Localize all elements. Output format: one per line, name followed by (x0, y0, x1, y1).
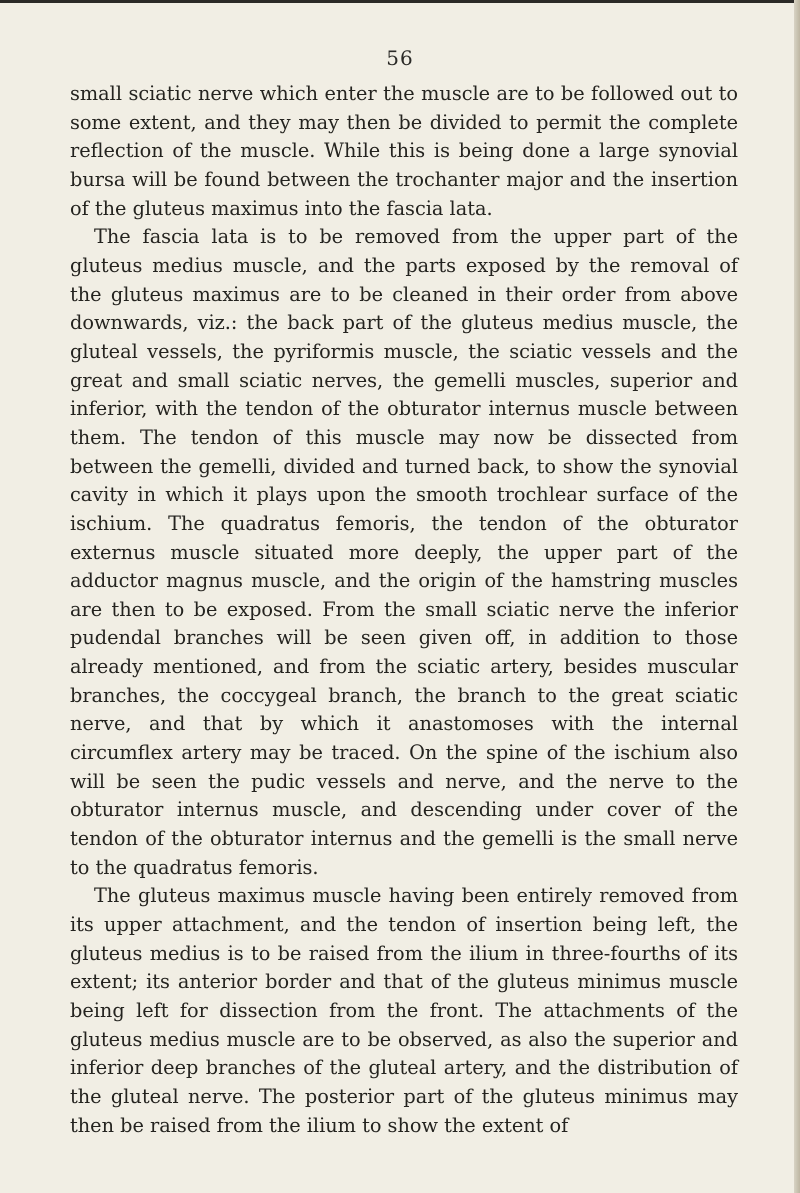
body-text (70, 80, 738, 1140)
top-edge-rule (0, 0, 800, 3)
page-number: 56 (386, 46, 414, 70)
paragraph-continuation: small sciatic nerve which enter the muscle are to be followed out to some extent, and they may then be divided to permit the complete reflection of the muscle. While this is being done a large synovial bursa will be found between the trochanter major and the insertion of the gluteus maximus into the fascia lata. (70, 82, 738, 220)
paragraph-fascia-lata: The fascia lata is to be removed from the upper part of the gluteus medius muscle, and the parts exposed by the removal of the gluteus maximus are to be cleaned in their order from above downwards, viz.: the back part of the gluteus medius muscle, the gluteal vessels, the pyriformis muscle, the sciatic vessels and the great and small sciatic nerves, the gemelli muscles, superior and inferior, with the tendon of the obturator internus muscle between them. The tendon of this muscle may now be dissected from between the gemelli, divided and turned back, to show the synovial cavity in which it plays upon the smooth trochlear surface of the ischium. The quadratus femoris, the tendon of the obturator externus muscle situated more deeply, the upper part of the adductor magnus muscle, and the origin of the hamstring muscles are then to be exposed. From the small sciatic nerve the inferior pudendal branches will be seen given off, in addition to those already mentioned, and from the sciatic artery, besides muscular branches, the coccygeal branch, the branch to the great sciatic nerve, and that by which it anastomoses with the internal circumflex artery may be traced. On the spine of the ischium also will be seen the pudic vessels and nerve, and the nerve to the obturator internus muscle, and descending under cover of the tendon of the obturator internus and the gemelli is the small nerve to the quadratus femoris. (70, 225, 738, 879)
paragraph-gluteus-maximus: The gluteus maximus muscle having been entirely removed from its upper attachment, and the tendon of insertion being left, the gluteus medius is to be raised from the ilium in three-fourths of its extent; its anterior border and that of the gluteus minimus muscle being left for dissection from the front. The attachments of the gluteus medius muscle are to be observed, as also the superior and inferior deep branches of the gluteal artery, and the distribution of the gluteal nerve. The posterior part of the gluteus minimus may then be raised from the ilium to show the extent of (70, 884, 738, 1137)
page-right-edge (794, 0, 800, 1193)
